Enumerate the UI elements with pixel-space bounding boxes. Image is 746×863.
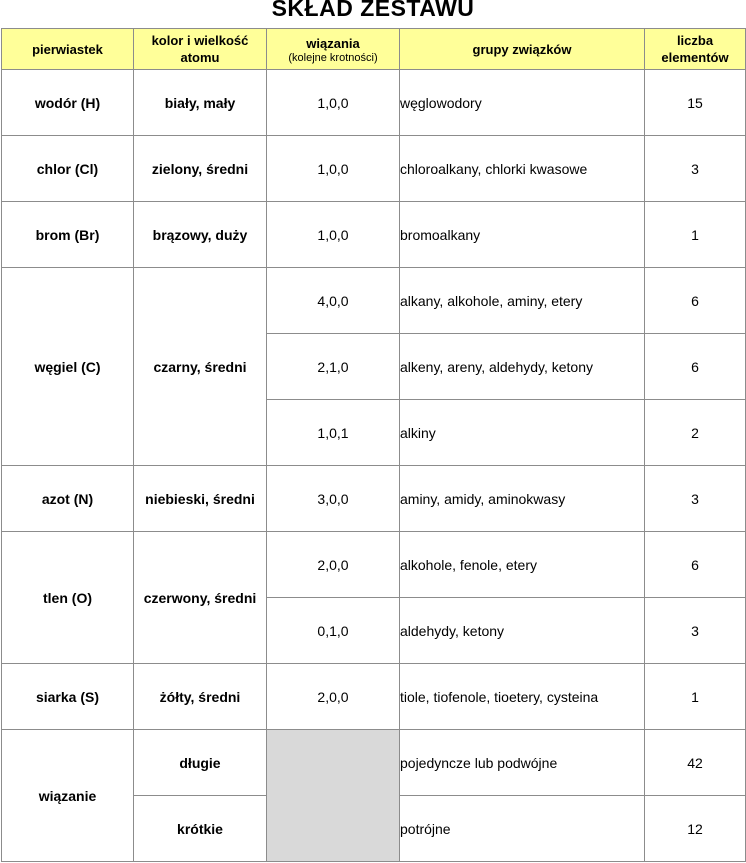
header-color-size: kolor i wielkość atomu <box>134 29 267 70</box>
bonds-cell: 2,1,0 <box>267 334 400 400</box>
table-row <box>2 532 746 598</box>
table-row <box>2 466 746 532</box>
color-size-cell: czerwony, średni <box>134 532 267 664</box>
groups-cell: chloroalkany, chlorki kwasowe <box>400 136 645 202</box>
groups-cell: węglowodory <box>400 70 645 136</box>
bonds-cell: 2,0,0 <box>267 664 400 730</box>
count-cell: 3 <box>645 466 746 532</box>
element-cell: brom (Br) <box>2 202 134 268</box>
count-cell: 42 <box>645 730 746 796</box>
element-cell: azot (N) <box>2 466 134 532</box>
count-cell: 1 <box>645 664 746 730</box>
header-bonds-sub: (kolejne krotności) <box>288 51 378 64</box>
count-cell: 3 <box>645 136 746 202</box>
element-cell: siarka (S) <box>2 664 134 730</box>
header-row <box>2 29 746 70</box>
table-row <box>2 202 746 268</box>
bonds-cell: 1,0,1 <box>267 400 400 466</box>
element-cell: wodór (H) <box>2 70 134 136</box>
header-bonds-label: wiązania <box>306 35 360 51</box>
color-size-cell: biały, mały <box>134 70 267 136</box>
header-count: liczba elementów <box>645 29 746 70</box>
element-cell: wiązanie <box>2 730 134 862</box>
groups-cell: alkiny <box>400 400 645 466</box>
count-cell: 6 <box>645 268 746 334</box>
count-cell: 6 <box>645 532 746 598</box>
groups-cell: bromoalkany <box>400 202 645 268</box>
groups-cell: aminy, amidy, aminokwasy <box>400 466 645 532</box>
table-row <box>2 268 746 334</box>
table-row <box>2 70 746 136</box>
bonds-cell: 1,0,0 <box>267 202 400 268</box>
table-row <box>2 136 746 202</box>
count-cell: 6 <box>645 334 746 400</box>
bonds-cell: 3,0,0 <box>267 466 400 532</box>
kit-table <box>1 28 746 862</box>
count-cell: 12 <box>645 796 746 862</box>
color-size-cell: zielony, średni <box>134 136 267 202</box>
groups-cell: aldehydy, ketony <box>400 598 645 664</box>
groups-cell: tiole, tiofenole, tioetery, cysteina <box>400 664 645 730</box>
empty-bonds-cell <box>267 730 400 862</box>
page-title: SKŁAD ZESTAWU <box>271 0 475 21</box>
groups-cell: alkeny, areny, aldehydy, ketony <box>400 334 645 400</box>
element-cell: chlor (Cl) <box>2 136 134 202</box>
count-cell: 2 <box>645 400 746 466</box>
element-cell: węgiel (C) <box>2 268 134 466</box>
bonds-cell: 0,1,0 <box>267 598 400 664</box>
bonds-cell: 2,0,0 <box>267 532 400 598</box>
header-element: pierwiastek <box>2 29 134 70</box>
color-size-cell: czarny, średni <box>134 268 267 466</box>
header-groups: grupy związków <box>400 29 645 70</box>
table-row <box>2 664 746 730</box>
count-cell: 1 <box>645 202 746 268</box>
bonds-cell: 1,0,0 <box>267 70 400 136</box>
groups-cell: alkany, alkohole, aminy, etery <box>400 268 645 334</box>
table-row <box>2 730 746 796</box>
bond-kind-cell: długie <box>134 730 267 796</box>
color-size-cell: żółty, średni <box>134 664 267 730</box>
color-size-cell: niebieski, średni <box>134 466 267 532</box>
bonds-cell: 1,0,0 <box>267 136 400 202</box>
groups-cell: potrójne <box>400 796 645 862</box>
bonds-cell: 4,0,0 <box>267 268 400 334</box>
groups-cell: pojedyncze lub podwójne <box>400 730 645 796</box>
bond-kind-cell: krótkie <box>134 796 267 862</box>
count-cell: 15 <box>645 70 746 136</box>
header-bonds <box>267 29 400 70</box>
element-cell: tlen (O) <box>2 532 134 664</box>
color-size-cell: brązowy, duży <box>134 202 267 268</box>
groups-cell: alkohole, fenole, etery <box>400 532 645 598</box>
count-cell: 3 <box>645 598 746 664</box>
